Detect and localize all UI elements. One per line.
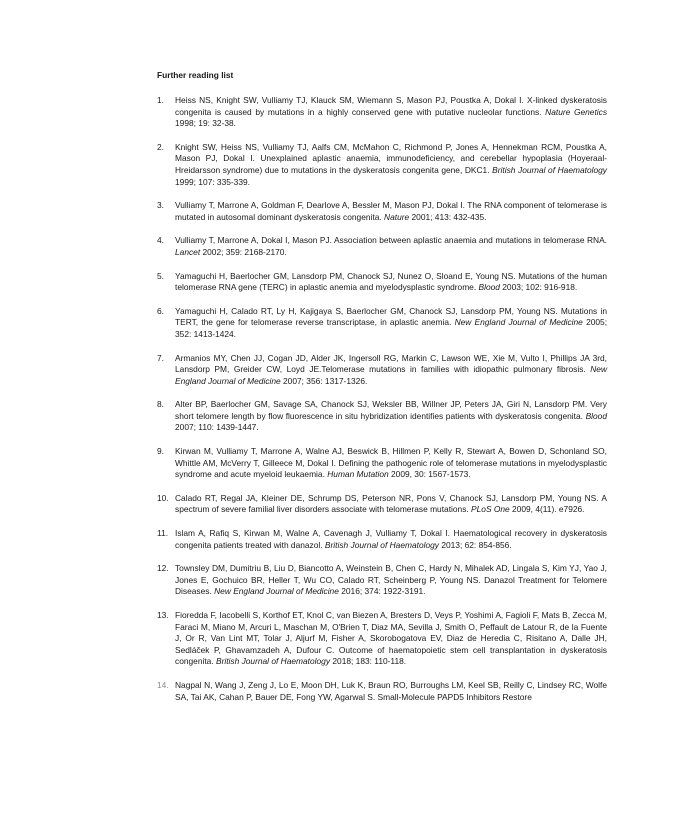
reference-citation: 2005; 352: 1413-1424. [175, 317, 608, 339]
reference-number: 3. [157, 200, 164, 211]
reference-journal: PLoS One [471, 504, 510, 515]
reference-number: 12. [157, 563, 169, 574]
reference-journal: Human Mutation [327, 469, 389, 480]
reference-journal: British Journal of Haematology [324, 539, 439, 550]
reference-citation: 2003; 102: 916-918. [502, 282, 578, 293]
reference-journal: New England Journal of Medicine [175, 364, 607, 386]
reference-item [157, 493, 607, 516]
reference-text: Townsley DM, Dumitriu B, Liu D, Biancotto A, Weinstein B, Chen C, Hardy N, Mihalek AD, Lingala S, Kim YJ, Yao J, Jones E, Gochuico BR, Heller T, Wu CO, Calado RT, Scheinberg P, Young NS. Danazol Treatment for Telomere Diseases. [175, 563, 607, 597]
reference-citation: 2016; 374: 1922-3191. [341, 586, 426, 597]
reference-item [157, 528, 607, 551]
page-heading: Further reading list [157, 70, 234, 80]
reference-item [157, 563, 607, 598]
reference-text: Armanios MY, Chen JJ, Cogan JD, Alder JK, Ingersoll RG, Markin C, Lawson WE, Xie M, Vulto I, Phillips JA 3rd, Lansdorp PM, Greider CW, Loyd JE.Telomerase mutations in families with idiopathic pulmonary fibrosis. [175, 352, 607, 375]
reference-number: 8. [157, 399, 164, 410]
reference-item [157, 399, 607, 434]
reference-text: Vulliamy T, Marrone A, Goldman F, Dearlove A, Bessler M, Mason PJ, Dokal I. The RNA component of telomerase is mutated in autosomal dominant dyskeratosis congenita. [175, 200, 607, 222]
reference-journal: New England Journal of Medicine [454, 317, 583, 328]
reference-item [157, 680, 607, 703]
reference-journal: Lancet [175, 246, 201, 257]
reference-text: Islam A, Rafiq S, Kirwan M, Walne A, Cavenagh J, Vulliamy T, Dokal I. Haematological recovery in dyskeratosis congenita patients treated with danazol. [175, 528, 607, 550]
reference-item [157, 610, 607, 668]
reference-text: Nagpal N, Wang J, Zeng J, Lo E, Moon DH, Luk K, Braun RO, Burroughs LM, Keel SB, Reilly C, Lindsey RC, Wolfe SA, Tai AK, Cahan P, Bauer DE, Fong YW, Agarwal S. Small-Molecule PAPD5 Inhibitors Restore [175, 679, 607, 702]
reference-citation: 2018; 183: 110-118. [332, 656, 407, 667]
reference-journal: Nature [384, 211, 410, 222]
reference-item [157, 200, 607, 223]
reference-item [157, 306, 607, 341]
reference-citation: 2009, 30: 1567-1573. [391, 469, 471, 480]
reference-item [157, 271, 607, 294]
reference-text: Knight SW, Heiss NS, Vulliamy TJ, Aalfs CM, McMahon C, Richmond P, Jones A, Hennekman RCM, Poustka A, Mason PJ, Dokal I. Unexplained aplastic anaemia, immunodeficiency, and cerebellar hypoplasia (Hoyeraal-Hreidarsson syndrome) due to mutations in the dyskeratosis congenita gene, DKC1. [175, 141, 607, 175]
reference-journal: British Journal of Haematology [215, 656, 331, 667]
reference-citation: 1999; 107: 335-339. [175, 176, 250, 187]
reference-text: Yamaguchi H, Baerlocher GM, Lansdorp PM, Chanock SJ, Nunez O, Sloand E, Young NS. Mutations of the human telomerase RNA gene (TERC) in aplastic anemia and myelodysplastic syndrome. [175, 270, 607, 293]
reference-number: 4. [157, 235, 164, 246]
reference-text: Calado RT, Regal JA, Kleiner DE, Schrump DS, Peterson NR, Pons V, Chanock SJ, Lansdorp PM, Young NS. A spectrum of severe familial liver disorders associate with telomerase mutations. [175, 492, 607, 515]
reference-journal: New England Journal of Medicine [214, 586, 339, 597]
reference-text: Vulliamy T, Marrone A, Dokal I, Mason PJ. Association between aplastic anaemia and mutations in telomerase RNA. [175, 235, 607, 246]
reference-text: Fioredda F, Iacobelli S, Korthof ET, Knol C, van Biezen A, Bresters D, Veys P, Yoshimi A, Fagioli F, Mats B, Zecca M, Faraci M, Miano M, Arcuri L, Maschan M, O'Brien T, Diaz MA, Sevilla J, Smith O, Peffault de Latour R, de la Fuente J, Or R, Van Lint MT, Tolar J, Aljurf M, Fisher A, Skorobogatova EV, Diaz de Heredia C, Risitano A, Dalle JH, Sedláček P, Ghavamzadeh A, Dufour C. Outcome of haematopoietic stem cell transplantation in dyskeratosis congenita. [175, 610, 607, 667]
reference-item [157, 142, 607, 188]
reference-item [157, 235, 607, 258]
reference-item [157, 353, 607, 388]
reference-item [157, 446, 607, 481]
reference-citation: 2002; 359: 2168-2170. [202, 246, 287, 257]
reference-journal: Blood [478, 282, 500, 293]
reference-citation: 2013; 62: 854-856. [441, 539, 512, 550]
reference-text: Alter BP, Baerlocher GM, Savage SA, Chanock SJ, Weksler BB, Willner JP, Peters JA, Giri N, Lansdorp PM. Very short telomere length by flow fluorescence in situ hybridization identifies patients with dyskeratosis congenita. [175, 399, 607, 421]
reference-item [157, 95, 607, 130]
reference-number: 14. [157, 679, 169, 690]
reference-text: Yamaguchi H, Calado RT, Ly H, Kajigaya S, Baerlocher GM, Chanock SJ, Lansdorp PM, Young NS. Mutations in TERT, the gene for telomerase reverse transcriptase, in aplastic anemia. [175, 305, 607, 328]
reference-number: 7. [157, 352, 164, 363]
reference-number: 1. [157, 95, 164, 105]
reference-citation: 2007; 356: 1317-1326. [283, 375, 368, 386]
reference-journal: British Journal of Haematology [492, 164, 607, 175]
reference-number: 5. [157, 270, 164, 281]
reference-number: 2. [157, 141, 164, 152]
reference-journal: Blood [585, 410, 607, 421]
reference-number: 10. [157, 492, 169, 503]
reference-citation: 1998; 19: 32-38. [175, 118, 237, 129]
reference-number: 6. [157, 305, 164, 316]
reference-text: Kirwan M, Vulliamy T, Marrone A, Walne AJ, Beswick B, Hillmen P, Kelly R, Stewart A, Bowen D, Schonland SO, Whittle AM, McVerry T, Gilleece M, Dokal I. Defining the pathogenic role of telomerase mutations in myelodysplastic syndrome and acute myeloid leukaemia. [175, 446, 607, 480]
reference-citation: 2001; 413: 432-435. [411, 211, 487, 222]
reference-journal: Nature Genetics [545, 106, 608, 117]
reference-citation: 2007; 110: 1439-1447. [175, 422, 259, 433]
reference-citation: 2009, 4(11). e7926. [512, 504, 585, 515]
reference-text: Heiss NS, Knight SW, Vulliamy TJ, Klauck SM, Wiemann S, Mason PJ, Poustka A, Dokal I. X-linked dyskeratosis congenita is caused by mutations in a highly conserved gene with putative nucleolar functions. [175, 95, 607, 117]
reference-number: 11. [157, 528, 169, 539]
reference-number: 13. [157, 610, 169, 620]
reference-number: 9. [157, 446, 164, 457]
reference-list [157, 95, 607, 715]
